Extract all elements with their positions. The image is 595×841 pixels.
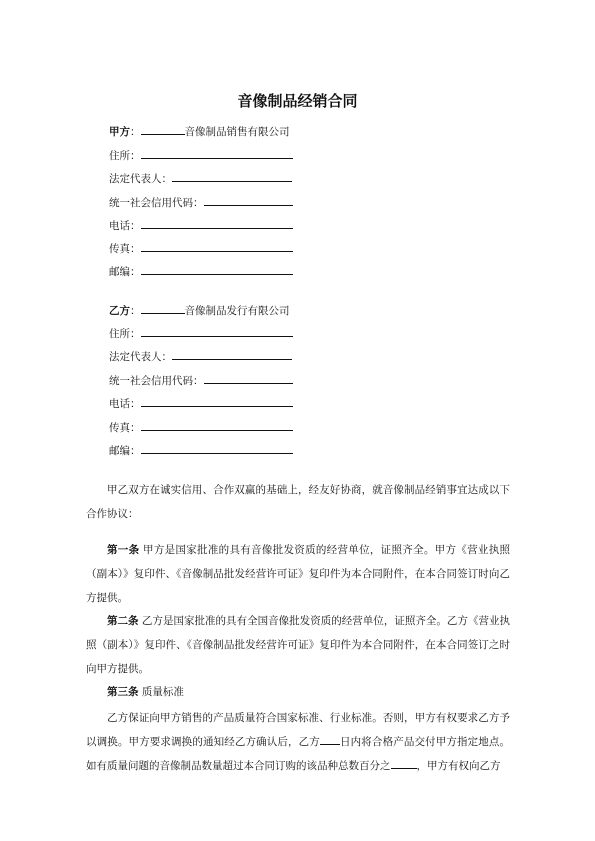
body-text: 乙方保证向甲方销售的产品质量符合国家标准、行业标准。否则，甲方有权要求乙方予以调换。甲方要求调换的通知经乙方确认后，乙方 xyxy=(86,712,510,748)
party-b-field xyxy=(109,441,293,457)
party-a-label: 甲方 xyxy=(109,126,130,138)
field-blank[interactable] xyxy=(141,239,293,252)
field-label: 住所： xyxy=(109,328,141,340)
article-1 xyxy=(86,538,510,610)
party-b-field xyxy=(109,324,293,340)
field-blank[interactable] xyxy=(141,394,293,407)
intro-paragraph: 甲乙双方在诚实信用、合作双赢的基础上，经友好协商，就音像制品经销事宜达成以下合作协议： xyxy=(86,484,510,520)
article-2 xyxy=(86,609,510,681)
article-label: 第一条 xyxy=(107,544,140,556)
field-label: 电话： xyxy=(109,398,141,410)
article-text: 甲方是国家批准的具有音像批发资质的经营单位，证照齐全。甲方《营业执照（副本）》复印件、《音像制品批发经营许可证》复印件为本合同附件，在本合同签订时向乙方提供。 xyxy=(86,544,510,604)
body-text: 如有质量问题的音像制品数量超过本合同订购的该品种总数百分之 xyxy=(86,760,391,772)
party-b-field xyxy=(109,347,292,363)
article-text: 乙方是国家批准的具有全国音像批发资质的经营单位，证照齐全。乙方《营业执照（副本）》复印件、《音像制品批发经营许可证》复印件为本合同附件，在本合同签订之时向甲方提供。 xyxy=(86,615,511,675)
article-label: 第三条 xyxy=(107,686,139,698)
party-a-line xyxy=(109,122,290,138)
field-blank[interactable] xyxy=(141,441,293,454)
party-b-line xyxy=(109,301,290,317)
party-b-field xyxy=(109,371,293,387)
party-b-field xyxy=(109,394,293,410)
party-a-field xyxy=(109,262,293,278)
field-blank[interactable] xyxy=(141,216,293,229)
party-a-field xyxy=(109,169,292,185)
party-b-name: 音像制品发行有限公司 xyxy=(184,305,290,317)
field-label: 邮编： xyxy=(109,445,141,457)
article-3 xyxy=(86,680,510,704)
field-blank[interactable] xyxy=(172,169,292,182)
field-label: 住所： xyxy=(109,150,141,162)
body-text: ，甲方有权向乙方 xyxy=(416,760,501,772)
field-label: 传真： xyxy=(109,243,141,255)
article-label: 第二条 xyxy=(107,615,139,627)
article-3-body xyxy=(86,706,510,778)
days-blank[interactable] xyxy=(320,732,340,745)
party-a-field xyxy=(109,193,293,209)
field-label: 法定代表人： xyxy=(109,351,172,363)
field-blank[interactable] xyxy=(141,146,293,159)
field-blank[interactable] xyxy=(172,347,292,360)
party-b-name-blank[interactable] xyxy=(141,301,185,314)
party-a-field xyxy=(109,146,293,162)
party-b-colon: ： xyxy=(130,305,141,317)
field-blank[interactable] xyxy=(204,193,293,206)
party-a-name-blank[interactable] xyxy=(141,122,185,135)
party-a-field xyxy=(109,216,293,232)
field-label: 法定代表人： xyxy=(109,173,172,185)
percent-blank[interactable] xyxy=(391,756,417,769)
field-label: 传真： xyxy=(109,422,141,434)
field-blank[interactable] xyxy=(141,418,293,431)
field-blank[interactable] xyxy=(141,324,293,337)
party-a-field xyxy=(109,239,293,255)
field-label: 统一社会信用代码： xyxy=(109,197,204,209)
body-text: 日内将合格产品交付甲方指定地点。 xyxy=(339,736,511,748)
party-b-label: 乙方 xyxy=(109,305,130,317)
article-text: 质量标准 xyxy=(141,686,184,698)
field-blank[interactable] xyxy=(204,371,293,384)
field-label: 邮编： xyxy=(109,266,141,278)
party-a-name: 音像制品销售有限公司 xyxy=(184,126,290,138)
page-title: 音像制品经销合同 xyxy=(237,92,358,110)
field-blank[interactable] xyxy=(141,262,293,275)
field-label: 电话： xyxy=(109,220,141,232)
field-label: 统一社会信用代码： xyxy=(109,375,204,387)
party-b-field xyxy=(109,418,293,434)
party-a-colon: ： xyxy=(130,126,141,138)
